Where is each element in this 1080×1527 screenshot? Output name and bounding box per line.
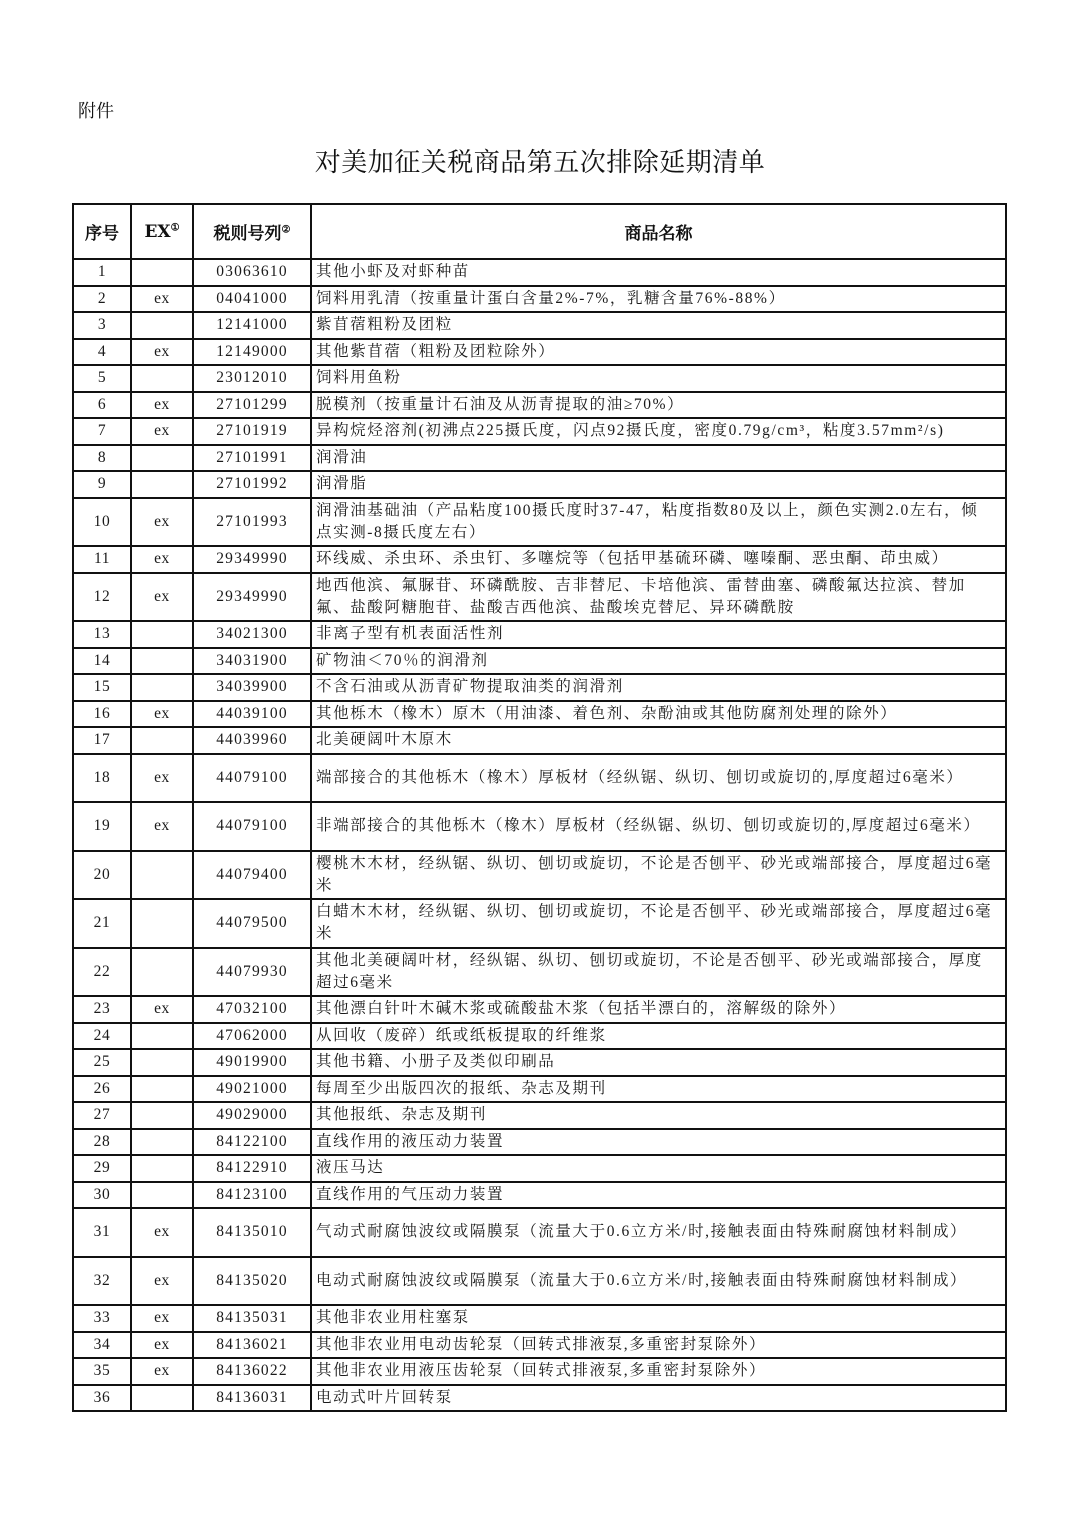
header-code: [193, 204, 311, 259]
row-ex-flag: ex: [131, 546, 193, 573]
table-row: [73, 498, 1006, 547]
row-ex-flag: [131, 445, 193, 472]
row-tariff-code: 84136021: [193, 1332, 311, 1359]
header-ex: [131, 204, 193, 259]
table-row: [73, 1076, 1006, 1103]
row-ex-flag: ex: [131, 392, 193, 419]
row-ex-flag: [131, 948, 193, 997]
row-product-name: 其他漂白针叶木碱木浆或硫酸盐木浆（包括半漂白的，溶解级的除外）: [311, 996, 1006, 1023]
row-product-name: 饲料用鱼粉: [311, 365, 1006, 392]
row-ex-flag: ex: [131, 286, 193, 313]
table-row: [73, 899, 1006, 948]
row-ex-flag: ex: [131, 1305, 193, 1332]
row-tariff-code: 44079500: [193, 899, 311, 948]
table-row: [73, 1129, 1006, 1156]
table-body: [73, 259, 1006, 1411]
table-row: [73, 445, 1006, 472]
table-row: [73, 996, 1006, 1023]
table-row: [73, 1305, 1006, 1332]
table-row: [73, 1023, 1006, 1050]
row-ex-flag: ex: [131, 573, 193, 622]
row-tariff-code: 44039100: [193, 701, 311, 728]
table-row: [73, 471, 1006, 498]
row-seq: 32: [73, 1257, 131, 1306]
row-seq: 25: [73, 1049, 131, 1076]
table-row: [73, 573, 1006, 622]
row-product-name: 直线作用的气压动力装置: [311, 1182, 1006, 1209]
row-ex-flag: ex: [131, 1257, 193, 1306]
row-seq: 35: [73, 1358, 131, 1385]
row-tariff-code: 84123100: [193, 1182, 311, 1209]
table-row: [73, 948, 1006, 997]
row-product-name: 饲料用乳清（按重量计蛋白含量2%-7%，乳糖含量76%-88%）: [311, 286, 1006, 313]
row-product-name: 非离子型有机表面活性剂: [311, 621, 1006, 648]
row-product-name: 脱模剂（按重量计石油及从沥青提取的油≥70%）: [311, 392, 1006, 419]
table-row: [73, 365, 1006, 392]
row-tariff-code: 84135010: [193, 1208, 311, 1257]
row-seq: 11: [73, 546, 131, 573]
row-tariff-code: 84122910: [193, 1155, 311, 1182]
row-tariff-code: 27101919: [193, 418, 311, 445]
row-tariff-code: 27101992: [193, 471, 311, 498]
row-product-name: 润滑油: [311, 445, 1006, 472]
row-product-name: 樱桃木木材，经纵锯、纵切、刨切或旋切，不论是否刨平、砂光或端部接合，厚度超过6毫米: [311, 851, 1006, 900]
row-product-name: 其他小虾及对虾种苗: [311, 259, 1006, 286]
row-product-name: 其他报纸、杂志及期刊: [311, 1102, 1006, 1129]
table-row: [73, 286, 1006, 313]
row-tariff-code: 44079400: [193, 851, 311, 900]
row-seq: 17: [73, 727, 131, 754]
row-seq: 36: [73, 1385, 131, 1412]
header-ex-label: EX: [144, 221, 171, 242]
row-product-name: 润滑油基础油（产品粘度100摄氏度时37-47，粘度指数80及以上，颜色实测2.0左右，倾点实测-8摄氏度左右）: [311, 498, 1006, 547]
row-tariff-code: 29349990: [193, 546, 311, 573]
row-seq: 5: [73, 365, 131, 392]
row-seq: 3: [73, 312, 131, 339]
row-tariff-code: 44079100: [193, 754, 311, 803]
row-product-name: 异构烷烃溶剂(初沸点225摄氏度，闪点92摄氏度，密度0.79g/cm³，粘度3.57mm²/s): [311, 418, 1006, 445]
row-product-name: 地西他滨、氟脲苷、环磷酰胺、吉非替尼、卡培他滨、雷替曲塞、磷酸氟达拉滨、替加氟、盐酸阿糖胞苷、盐酸吉西他滨、盐酸埃克替尼、异环磷酰胺: [311, 573, 1006, 622]
row-tariff-code: 49021000: [193, 1076, 311, 1103]
row-product-name: 非端部接合的其他栎木（橡木）厚板材（经纵锯、纵切、刨切或旋切的,厚度超过6毫米）: [311, 802, 1006, 851]
row-tariff-code: 34031900: [193, 648, 311, 675]
row-ex-flag: ex: [131, 498, 193, 547]
row-tariff-code: 84136031: [193, 1385, 311, 1412]
table-row: [73, 674, 1006, 701]
table-row: [73, 392, 1006, 419]
row-seq: 15: [73, 674, 131, 701]
table-row: [73, 701, 1006, 728]
row-product-name: 矿物油＜70％的润滑剂: [311, 648, 1006, 675]
row-seq: 10: [73, 498, 131, 547]
table-row: [73, 312, 1006, 339]
row-ex-flag: [131, 259, 193, 286]
table-row: [73, 1358, 1006, 1385]
row-seq: 33: [73, 1305, 131, 1332]
row-product-name: 北美硬阔叶木原木: [311, 727, 1006, 754]
footnote-marker-1: ①: [170, 221, 180, 233]
row-ex-flag: [131, 1385, 193, 1412]
footnote-marker-2: ②: [281, 224, 291, 236]
row-ex-flag: [131, 621, 193, 648]
row-ex-flag: [131, 1155, 193, 1182]
row-ex-flag: ex: [131, 339, 193, 366]
row-product-name: 从回收（废碎）纸或纸板提取的纤维浆: [311, 1023, 1006, 1050]
row-seq: 13: [73, 621, 131, 648]
row-seq: 9: [73, 471, 131, 498]
row-seq: 14: [73, 648, 131, 675]
row-ex-flag: ex: [131, 802, 193, 851]
row-tariff-code: 27101993: [193, 498, 311, 547]
row-product-name: 电动式耐腐蚀波纹或隔膜泵（流量大于0.6立方米/时,接触表面由特殊耐腐蚀材料制成）: [311, 1257, 1006, 1306]
header-name-label: 商品名称: [624, 224, 693, 244]
table-row: [73, 727, 1006, 754]
row-product-name: 白蜡木木材，经纵锯、纵切、刨切或旋切，不论是否刨平、砂光或端部接合，厚度超过6毫米: [311, 899, 1006, 948]
row-tariff-code: 27101299: [193, 392, 311, 419]
row-ex-flag: ex: [131, 996, 193, 1023]
row-product-name: 其他书籍、小册子及类似印刷品: [311, 1049, 1006, 1076]
table-row: [73, 1257, 1006, 1306]
row-ex-flag: [131, 674, 193, 701]
table-row: [73, 648, 1006, 675]
row-ex-flag: ex: [131, 418, 193, 445]
row-product-name: 其他栎木（橡木）原木（用油漆、着色剂、杂酚油或其他防腐剂处理的除外）: [311, 701, 1006, 728]
row-seq: 12: [73, 573, 131, 622]
row-ex-flag: [131, 1076, 193, 1103]
row-seq: 8: [73, 445, 131, 472]
row-ex-flag: [131, 471, 193, 498]
row-tariff-code: 12141000: [193, 312, 311, 339]
row-seq: 23: [73, 996, 131, 1023]
table-row: [73, 1182, 1006, 1209]
table-row: [73, 851, 1006, 900]
row-seq: 30: [73, 1182, 131, 1209]
row-tariff-code: 49019900: [193, 1049, 311, 1076]
row-product-name: 电动式叶片回转泵: [311, 1385, 1006, 1412]
row-product-name: 气动式耐腐蚀波纹或隔膜泵（流量大于0.6立方米/时,接触表面由特殊耐腐蚀材料制成）: [311, 1208, 1006, 1257]
row-tariff-code: 34021300: [193, 621, 311, 648]
row-product-name: 紫苜蓿粗粉及团粒: [311, 312, 1006, 339]
row-ex-flag: [131, 312, 193, 339]
row-tariff-code: 47032100: [193, 996, 311, 1023]
row-ex-flag: [131, 899, 193, 948]
row-seq: 34: [73, 1332, 131, 1359]
table-row: [73, 339, 1006, 366]
table-row: [73, 1332, 1006, 1359]
table-row: [73, 1385, 1006, 1412]
row-tariff-code: 84135031: [193, 1305, 311, 1332]
row-tariff-code: 29349990: [193, 573, 311, 622]
row-tariff-code: 49029000: [193, 1102, 311, 1129]
row-ex-flag: ex: [131, 1358, 193, 1385]
row-ex-flag: ex: [131, 1332, 193, 1359]
row-tariff-code: 34039900: [193, 674, 311, 701]
row-seq: 28: [73, 1129, 131, 1156]
row-seq: 4: [73, 339, 131, 366]
exclusion-list-table: [72, 203, 1007, 1412]
row-seq: 24: [73, 1023, 131, 1050]
row-ex-flag: [131, 1049, 193, 1076]
row-seq: 22: [73, 948, 131, 997]
row-tariff-code: 12149000: [193, 339, 311, 366]
header-name: [311, 204, 1006, 259]
table-row: [73, 802, 1006, 851]
row-ex-flag: [131, 365, 193, 392]
row-tariff-code: 84135020: [193, 1257, 311, 1306]
row-product-name: 其他北美硬阔叶材，经纵锯、纵切、刨切或旋切，不论是否刨平、砂光或端部接合，厚度超过6毫米: [311, 948, 1006, 997]
row-seq: 20: [73, 851, 131, 900]
row-tariff-code: 03063610: [193, 259, 311, 286]
row-product-name: 不含石油或从沥青矿物提取油类的润滑剂: [311, 674, 1006, 701]
row-product-name: 其他紫苜蓿（粗粉及团粒除外）: [311, 339, 1006, 366]
row-product-name: 端部接合的其他栎木（橡木）厚板材（经纵锯、纵切、刨切或旋切的,厚度超过6毫米）: [311, 754, 1006, 803]
row-ex-flag: ex: [131, 754, 193, 803]
page-title: 对美加征关税商品第五次排除延期清单: [314, 148, 766, 178]
table-row: [73, 546, 1006, 573]
row-tariff-code: 84136022: [193, 1358, 311, 1385]
row-ex-flag: [131, 727, 193, 754]
table-row: [73, 1155, 1006, 1182]
row-ex-flag: [131, 851, 193, 900]
row-seq: 2: [73, 286, 131, 313]
row-ex-flag: [131, 648, 193, 675]
row-ex-flag: [131, 1102, 193, 1129]
row-seq: 18: [73, 754, 131, 803]
row-ex-flag: ex: [131, 1208, 193, 1257]
row-tariff-code: 44079930: [193, 948, 311, 997]
row-ex-flag: [131, 1182, 193, 1209]
row-seq: 29: [73, 1155, 131, 1182]
row-tariff-code: 04041000: [193, 286, 311, 313]
row-ex-flag: ex: [131, 701, 193, 728]
row-product-name: 其他非农业用液压齿轮泵（回转式排液泵,多重密封泵除外）: [311, 1358, 1006, 1385]
header-seq-label: 序号: [85, 224, 119, 244]
row-tariff-code: 23012010: [193, 365, 311, 392]
row-product-name: 其他非农业用柱塞泵: [311, 1305, 1006, 1332]
attachment-label: 附件: [78, 101, 114, 122]
row-product-name: 润滑脂: [311, 471, 1006, 498]
table-row: [73, 621, 1006, 648]
table-header-row: [73, 204, 1006, 259]
row-product-name: 环线威、杀虫环、杀虫钉、多噻烷等（包括甲基硫环磷、噻嗪酮、恶虫酮、茚虫威）: [311, 546, 1006, 573]
row-product-name: 直线作用的液压动力装置: [311, 1129, 1006, 1156]
table-row: [73, 259, 1006, 286]
header-seq: [73, 204, 131, 259]
row-ex-flag: [131, 1023, 193, 1050]
row-tariff-code: 27101991: [193, 445, 311, 472]
row-product-name: 每周至少出版四次的报纸、杂志及期刊: [311, 1076, 1006, 1103]
row-seq: 27: [73, 1102, 131, 1129]
row-tariff-code: 84122100: [193, 1129, 311, 1156]
row-tariff-code: 44039960: [193, 727, 311, 754]
row-seq: 16: [73, 701, 131, 728]
table-row: [73, 1049, 1006, 1076]
row-ex-flag: [131, 1129, 193, 1156]
row-seq: 1: [73, 259, 131, 286]
row-seq: 26: [73, 1076, 131, 1103]
header-code-label: 税则号列: [213, 224, 282, 244]
row-seq: 21: [73, 899, 131, 948]
row-tariff-code: 44079100: [193, 802, 311, 851]
table-row: [73, 1208, 1006, 1257]
row-product-name: 液压马达: [311, 1155, 1006, 1182]
table-row: [73, 418, 1006, 445]
row-product-name: 其他非农业用电动齿轮泵（回转式排液泵,多重密封泵除外）: [311, 1332, 1006, 1359]
row-tariff-code: 47062000: [193, 1023, 311, 1050]
row-seq: 7: [73, 418, 131, 445]
row-seq: 31: [73, 1208, 131, 1257]
table-row: [73, 754, 1006, 803]
row-seq: 6: [73, 392, 131, 419]
row-seq: 19: [73, 802, 131, 851]
table-row: [73, 1102, 1006, 1129]
